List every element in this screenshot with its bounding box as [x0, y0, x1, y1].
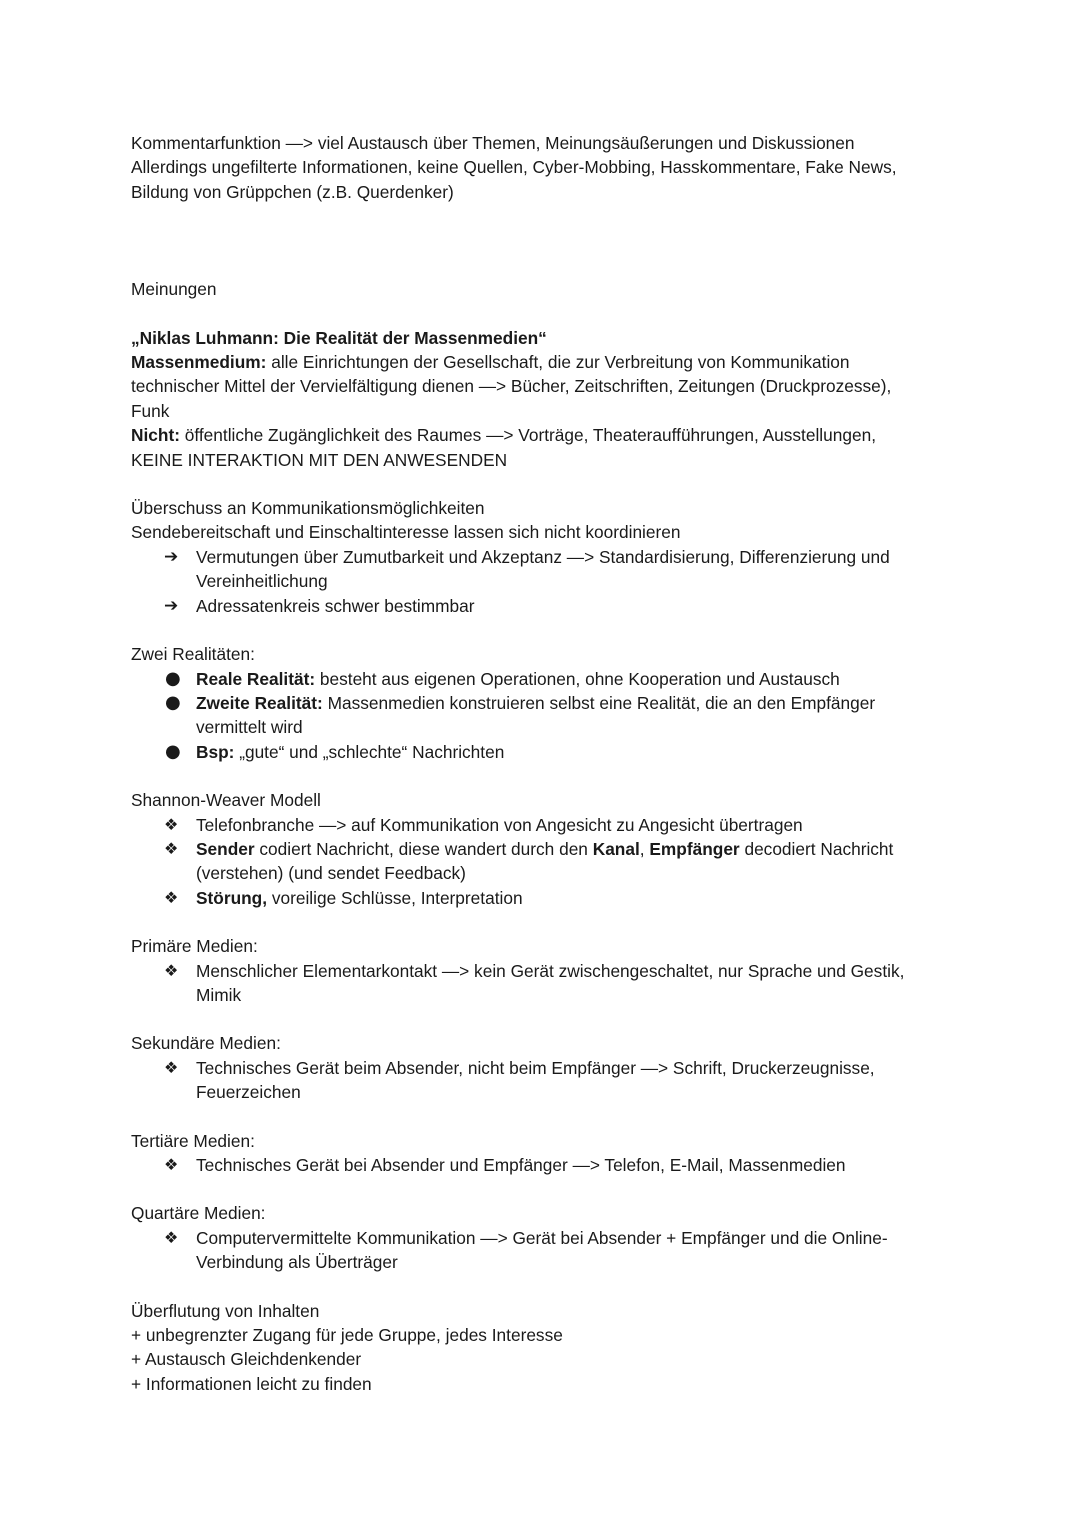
receiver-label: Empfänger	[649, 838, 740, 859]
item-text: Mimik	[196, 984, 242, 1005]
surplus-heading: Überschuss an Kommunikationsmöglichkeiten	[131, 498, 485, 519]
not-label: Nicht:	[131, 425, 180, 446]
arrow-bullet-icon: ➔	[164, 546, 179, 567]
definition-text: Funk	[131, 400, 170, 421]
definition-text: technischer Mittel der Vervielfältigung dienen —> Bücher, Zeitschriften, Zeitungen (Druckprozesse),	[131, 376, 892, 397]
bullet-icon: ●	[165, 691, 181, 713]
shannon-heading: Shannon-Weaver Modell	[131, 790, 321, 811]
quaternary-media-section	[131, 1201, 961, 1274]
list-item	[131, 1056, 961, 1105]
item-text: vermittelt wird	[196, 717, 303, 738]
not-definition	[131, 423, 961, 447]
bullet-icon: ●	[165, 667, 181, 689]
intro-line: Bildung von Grüppchen (z.B. Querdenker)	[131, 181, 454, 202]
item-text: Technisches Gerät beim Absender, nicht beim Empfänger —> Schrift, Druckerzeugnisse,	[196, 1057, 875, 1078]
flood-item: + Austausch Gleichdenkender	[131, 1349, 362, 1370]
realities-heading: Zwei Realitäten:	[131, 644, 255, 665]
surplus-section	[131, 496, 961, 618]
list-item	[131, 813, 961, 837]
opinions-heading: Meinungen	[131, 279, 217, 300]
item-text: Feuerzeichen	[196, 1082, 301, 1103]
item-text: „gute“ und „schlechte“ Nachrichten	[234, 741, 505, 762]
not-text: öffentliche Zugänglichkeit des Raumes —> Vorträge, Theateraufführungen, Ausstellungen,	[179, 425, 876, 446]
item-label: Bsp:	[196, 741, 235, 762]
document-page	[131, 131, 961, 1396]
shannon-section	[131, 788, 961, 910]
mass-medium-label: Massenmedium:	[131, 352, 267, 373]
flood-section	[131, 1299, 961, 1397]
diamond-bullet-icon: ❖	[164, 1227, 179, 1247]
not-text: KEINE INTERAKTION MIT DEN ANWESENDEN	[131, 449, 508, 470]
sender-label: Sender	[196, 838, 255, 859]
list-item	[131, 837, 961, 886]
list-item-text: Vermutungen über Zumutbarkeit und Akzeptanz —> Standardisierung, Differenzierung und	[196, 546, 890, 567]
quaternary-media-list	[131, 1226, 961, 1275]
item-text: besteht aus eigenen Operationen, ohne Kooperation und Austausch	[315, 668, 840, 689]
list-item-text: Vereinheitlichung	[196, 571, 328, 592]
tertiary-media-section	[131, 1129, 961, 1178]
bullet-icon: ●	[165, 740, 181, 762]
diamond-bullet-icon: ❖	[164, 887, 179, 907]
shannon-list	[131, 813, 961, 911]
secondary-media-section	[131, 1031, 961, 1104]
diamond-bullet-icon: ❖	[164, 1057, 179, 1077]
realities-list	[131, 667, 961, 765]
channel-label: Kanal	[592, 838, 640, 859]
diamond-bullet-icon: ❖	[164, 960, 179, 980]
list-item	[131, 667, 961, 691]
item-text: Technisches Gerät bei Absender und Empfänger —> Telefon, E-Mail, Massenmedien	[196, 1155, 846, 1175]
intro-line: Allerdings ungefilterte Informationen, keine Quellen, Cyber-Mobbing, Hasskommentare, Fake News,	[131, 157, 897, 178]
secondary-media-heading: Sekundäre Medien:	[131, 1033, 281, 1054]
item-text: (verstehen) (und sendet Feedback)	[196, 863, 466, 884]
realities-section	[131, 642, 961, 764]
item-text: voreilige Schlüsse, Interpretation	[267, 887, 523, 908]
mass-medium-definition	[131, 350, 961, 374]
item-text: ,	[639, 838, 650, 859]
primary-media-heading: Primäre Medien:	[131, 936, 258, 957]
list-item	[131, 886, 961, 910]
intro-line: Kommentarfunktion —> viel Austausch über Themen, Meinungsäußerungen und Diskussionen	[131, 133, 855, 153]
item-text: codiert Nachricht, diese wandert durch den	[254, 838, 593, 859]
surplus-list	[131, 545, 961, 618]
definition-text: alle Einrichtungen der Gesellschaft, die zur Verbreitung von Kommunikation	[266, 352, 850, 373]
flood-heading: Überflutung von Inhalten	[131, 1300, 320, 1321]
list-item	[131, 691, 961, 740]
tertiary-media-list	[131, 1153, 961, 1177]
intro-paragraph	[131, 131, 961, 204]
item-label: Zweite Realität:	[196, 692, 323, 713]
diamond-bullet-icon: ❖	[164, 814, 179, 834]
item-text: Verbindung als Überträger	[196, 1252, 398, 1273]
item-text: Menschlicher Elementarkontakt —> kein Gerät zwischengeschaltet, nur Sprache und Gestik,	[196, 960, 905, 981]
quaternary-media-heading: Quartäre Medien:	[131, 1203, 266, 1224]
primary-media-section	[131, 934, 961, 1007]
item-text: Telefonbranche —> auf Kommunikation von Angesicht zu Angesicht übertragen	[196, 814, 803, 835]
luhmann-title: „Niklas Luhmann: Die Realität der Massenmedien“	[131, 327, 547, 348]
flood-item: + unbegrenzter Zugang für jede Gruppe, jedes Interesse	[131, 1325, 563, 1346]
list-item	[131, 959, 961, 1008]
diamond-bullet-icon: ❖	[164, 838, 179, 858]
luhmann-section	[131, 326, 961, 472]
noise-label: Störung,	[196, 887, 268, 908]
tertiary-media-heading: Tertiäre Medien:	[131, 1130, 255, 1151]
item-label: Reale Realität:	[196, 668, 316, 689]
list-item	[131, 740, 961, 764]
item-text: decodiert Nachricht	[739, 838, 894, 859]
item-text: Massenmedien konstruieren selbst eine Realität, die an den Empfänger	[322, 692, 876, 713]
flood-item: + Informationen leicht zu finden	[131, 1373, 372, 1394]
list-item	[131, 1153, 961, 1177]
arrow-bullet-icon: ➔	[164, 595, 179, 616]
surplus-line: Sendebereitschaft und Einschaltinteresse lassen sich nicht koordinieren	[131, 522, 681, 543]
list-item	[131, 545, 961, 594]
item-text: Computervermittelte Kommunikation —> Gerät bei Absender + Empfänger und die Online-	[196, 1227, 888, 1248]
list-item	[131, 1226, 961, 1275]
diamond-bullet-icon: ❖	[164, 1155, 179, 1174]
list-item	[131, 594, 961, 618]
secondary-media-list	[131, 1056, 961, 1105]
primary-media-list	[131, 959, 961, 1008]
list-item-text: Adressatenkreis schwer bestimmbar	[196, 595, 475, 616]
